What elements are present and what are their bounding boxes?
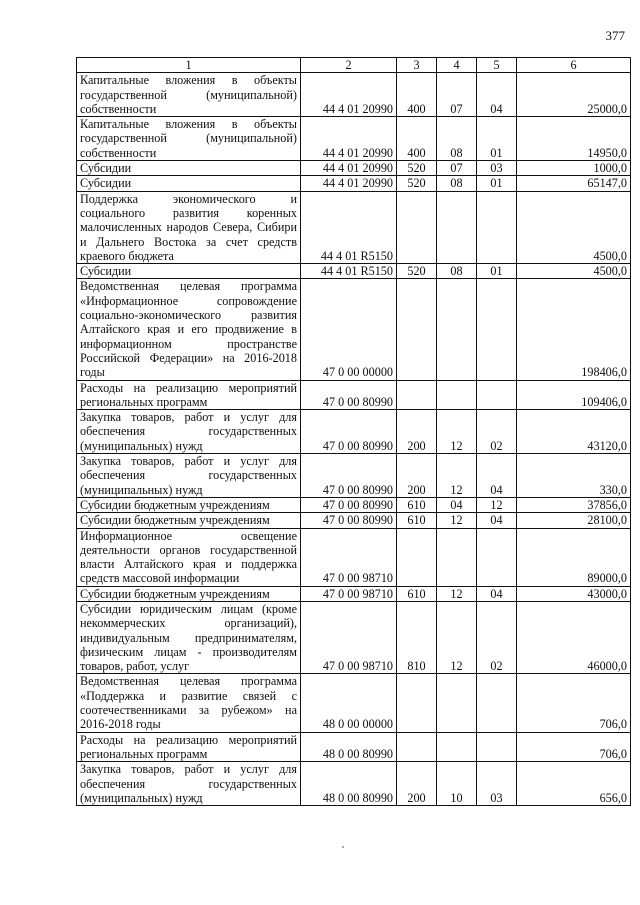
amount-cell: 706,0 bbox=[517, 674, 631, 732]
item-name-cell: Субсидии bbox=[77, 161, 301, 176]
table-row bbox=[77, 191, 631, 263]
section-cell: 10 bbox=[437, 762, 477, 806]
target-code-cell: 44 4 01 R5150 bbox=[301, 191, 397, 263]
table-row bbox=[77, 279, 631, 380]
target-code-cell: 47 0 00 80990 bbox=[301, 497, 397, 512]
section-cell: 08 bbox=[437, 117, 477, 161]
subsection-cell: 02 bbox=[477, 601, 517, 673]
section-cell bbox=[437, 732, 477, 762]
table-row bbox=[77, 410, 631, 454]
budget-table bbox=[76, 57, 631, 806]
item-name-cell: Субсидии юридическим лицам (кроме некоммерческих организаций), индивидуальным предпринимателям, физическим лицам - производителям товаров, работ, услуг bbox=[77, 601, 301, 673]
expense-type-cell: 200 bbox=[397, 410, 437, 454]
subsection-cell: 04 bbox=[477, 73, 517, 117]
subsection-cell bbox=[477, 732, 517, 762]
item-name-cell: Закупка товаров, работ и услуг для обеспечения государственных (муниципальных) нужд bbox=[77, 762, 301, 806]
target-code-cell: 44 4 01 R5150 bbox=[301, 264, 397, 279]
subsection-cell: 01 bbox=[477, 264, 517, 279]
section-cell: 08 bbox=[437, 264, 477, 279]
amount-cell: 25000,0 bbox=[517, 73, 631, 117]
section-cell: 12 bbox=[437, 586, 477, 601]
amount-cell: 43000,0 bbox=[517, 586, 631, 601]
table-row bbox=[77, 497, 631, 512]
amount-cell: 46000,0 bbox=[517, 601, 631, 673]
table-row bbox=[77, 762, 631, 806]
header-col-3: 3 bbox=[397, 58, 437, 73]
target-code-cell: 47 0 00 98710 bbox=[301, 528, 397, 586]
section-cell: 07 bbox=[437, 73, 477, 117]
item-name-cell: Субсидии bbox=[77, 176, 301, 191]
section-cell bbox=[437, 191, 477, 263]
target-code-cell: 44 4 01 20990 bbox=[301, 176, 397, 191]
target-code-cell: 48 0 00 80990 bbox=[301, 732, 397, 762]
target-code-cell: 44 4 01 20990 bbox=[301, 161, 397, 176]
subsection-cell bbox=[477, 380, 517, 410]
table-row bbox=[77, 117, 631, 161]
expense-type-cell bbox=[397, 380, 437, 410]
subsection-cell: 04 bbox=[477, 454, 517, 498]
subsection-cell: 02 bbox=[477, 410, 517, 454]
expense-type-cell bbox=[397, 191, 437, 263]
table-row bbox=[77, 601, 631, 673]
target-code-cell: 47 0 00 80990 bbox=[301, 380, 397, 410]
target-code-cell: 47 0 00 00000 bbox=[301, 279, 397, 380]
table-row bbox=[77, 732, 631, 762]
target-code-cell: 47 0 00 80990 bbox=[301, 513, 397, 528]
table-row bbox=[77, 161, 631, 176]
header-col-1: 1 bbox=[77, 58, 301, 73]
amount-cell: 198406,0 bbox=[517, 279, 631, 380]
item-name-cell: Субсидии бюджетным учреждениям bbox=[77, 586, 301, 601]
expense-type-cell bbox=[397, 528, 437, 586]
subsection-cell: 04 bbox=[477, 513, 517, 528]
table-row bbox=[77, 513, 631, 528]
section-cell bbox=[437, 528, 477, 586]
section-cell: 12 bbox=[437, 601, 477, 673]
table-row bbox=[77, 380, 631, 410]
subsection-cell: 03 bbox=[477, 161, 517, 176]
subsection-cell bbox=[477, 674, 517, 732]
item-name-cell: Субсидии бюджетным учреждениям bbox=[77, 513, 301, 528]
scan-dot bbox=[342, 846, 344, 848]
amount-cell: 330,0 bbox=[517, 454, 631, 498]
expense-type-cell bbox=[397, 279, 437, 380]
table-row bbox=[77, 454, 631, 498]
header-col-6: 6 bbox=[517, 58, 631, 73]
item-name-cell: Ведомственная целевая программа «Поддержка и развитие связей с соотечественниками за рубежом» на 2016-2018 годы bbox=[77, 674, 301, 732]
expense-type-cell: 520 bbox=[397, 264, 437, 279]
expense-type-cell: 400 bbox=[397, 117, 437, 161]
subsection-cell: 01 bbox=[477, 117, 517, 161]
subsection-cell: 01 bbox=[477, 176, 517, 191]
item-name-cell: Поддержка экономического и социального развития коренных малочисленных народов Севера, Сибири и Дальнего Востока за счет средств краевого бюджета bbox=[77, 191, 301, 263]
amount-cell: 4500,0 bbox=[517, 191, 631, 263]
subsection-cell bbox=[477, 528, 517, 586]
expense-type-cell: 810 bbox=[397, 601, 437, 673]
amount-cell: 14950,0 bbox=[517, 117, 631, 161]
target-code-cell: 48 0 00 80990 bbox=[301, 762, 397, 806]
amount-cell: 65147,0 bbox=[517, 176, 631, 191]
target-code-cell: 47 0 00 98710 bbox=[301, 601, 397, 673]
subsection-cell: 03 bbox=[477, 762, 517, 806]
header-col-5: 5 bbox=[477, 58, 517, 73]
item-name-cell: Капитальные вложения в объекты государственной (муниципальной) собственности bbox=[77, 73, 301, 117]
table-row bbox=[77, 674, 631, 732]
subsection-cell bbox=[477, 279, 517, 380]
target-code-cell: 47 0 00 98710 bbox=[301, 586, 397, 601]
item-name-cell: Расходы на реализацию мероприятий региональных программ bbox=[77, 732, 301, 762]
amount-cell: 28100,0 bbox=[517, 513, 631, 528]
target-code-cell: 48 0 00 00000 bbox=[301, 674, 397, 732]
page-number: 377 bbox=[605, 28, 625, 43]
expense-type-cell bbox=[397, 674, 437, 732]
item-name-cell: Субсидии бюджетным учреждениям bbox=[77, 497, 301, 512]
expense-type-cell bbox=[397, 732, 437, 762]
table-row bbox=[77, 176, 631, 191]
subsection-cell: 04 bbox=[477, 586, 517, 601]
table-row bbox=[77, 264, 631, 279]
amount-cell: 43120,0 bbox=[517, 410, 631, 454]
item-name-cell: Капитальные вложения в объекты государственной (муниципальной) собственности bbox=[77, 117, 301, 161]
amount-cell: 1000,0 bbox=[517, 161, 631, 176]
item-name-cell: Субсидии bbox=[77, 264, 301, 279]
amount-cell: 37856,0 bbox=[517, 497, 631, 512]
section-cell bbox=[437, 279, 477, 380]
table-header-row bbox=[77, 58, 631, 73]
section-cell: 08 bbox=[437, 176, 477, 191]
section-cell: 07 bbox=[437, 161, 477, 176]
target-code-cell: 44 4 01 20990 bbox=[301, 73, 397, 117]
section-cell: 12 bbox=[437, 410, 477, 454]
expense-type-cell: 610 bbox=[397, 497, 437, 512]
expense-type-cell: 520 bbox=[397, 161, 437, 176]
expense-type-cell: 400 bbox=[397, 73, 437, 117]
header-col-2: 2 bbox=[301, 58, 397, 73]
section-cell: 12 bbox=[437, 454, 477, 498]
item-name-cell: Информационное освещение деятельности органов государственной власти Алтайского края и поддержка средств массовой информации bbox=[77, 528, 301, 586]
table-row bbox=[77, 586, 631, 601]
section-cell bbox=[437, 380, 477, 410]
expense-type-cell: 610 bbox=[397, 586, 437, 601]
expense-type-cell: 610 bbox=[397, 513, 437, 528]
section-cell: 12 bbox=[437, 513, 477, 528]
target-code-cell: 47 0 00 80990 bbox=[301, 454, 397, 498]
amount-cell: 706,0 bbox=[517, 732, 631, 762]
expense-type-cell: 200 bbox=[397, 762, 437, 806]
amount-cell: 656,0 bbox=[517, 762, 631, 806]
item-name-cell: Закупка товаров, работ и услуг для обеспечения государственных (муниципальных) нужд bbox=[77, 454, 301, 498]
amount-cell: 89000,0 bbox=[517, 528, 631, 586]
item-name-cell: Расходы на реализацию мероприятий региональных программ bbox=[77, 380, 301, 410]
table-row bbox=[77, 73, 631, 117]
item-name-cell: Ведомственная целевая программа «Информационное сопровождение социально-экономического развития Алтайского края и его продвижение в информационном пространстве Российской Федерации» на 2016-2018 годы bbox=[77, 279, 301, 380]
item-name-cell: Закупка товаров, работ и услуг для обеспечения государственных (муниципальных) нужд bbox=[77, 410, 301, 454]
subsection-cell: 12 bbox=[477, 497, 517, 512]
target-code-cell: 47 0 00 80990 bbox=[301, 410, 397, 454]
amount-cell: 109406,0 bbox=[517, 380, 631, 410]
target-code-cell: 44 4 01 20990 bbox=[301, 117, 397, 161]
expense-type-cell: 200 bbox=[397, 454, 437, 498]
amount-cell: 4500,0 bbox=[517, 264, 631, 279]
section-cell bbox=[437, 674, 477, 732]
section-cell: 04 bbox=[437, 497, 477, 512]
header-col-4: 4 bbox=[437, 58, 477, 73]
subsection-cell bbox=[477, 191, 517, 263]
expense-type-cell: 520 bbox=[397, 176, 437, 191]
table-row bbox=[77, 528, 631, 586]
